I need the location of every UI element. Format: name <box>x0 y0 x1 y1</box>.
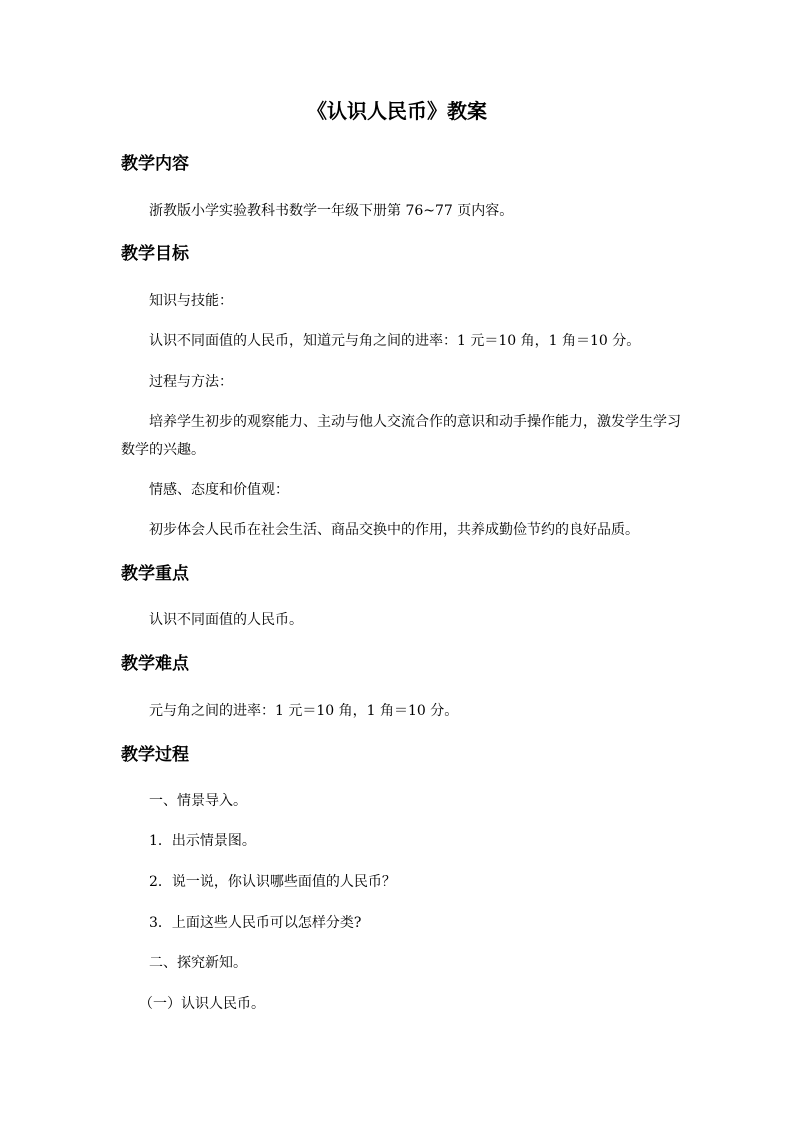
heading-teaching-content: 教学内容 <box>121 154 189 174</box>
list-item-talk-about: 2．说一说，你认识哪些面值的人民币？ <box>149 874 396 890</box>
heading-teaching-objectives: 教学目标 <box>121 244 189 264</box>
heading-difficulty: 教学难点 <box>121 654 189 674</box>
paragraph-emotion-values: 初步体会人民币在社会生活、商品交换中的作用，共养成勤俭节约的良好品质。 <box>149 522 639 538</box>
heading-key-point: 教学重点 <box>121 564 189 584</box>
sub-step-know-rmb: （一）认识人民币。 <box>139 996 265 1012</box>
label-emotion-values: 情感、态度和价值观： <box>149 482 289 498</box>
label-process-methods: 过程与方法： <box>149 374 233 390</box>
step-situation-intro: 一、情景导入。 <box>149 793 247 809</box>
step-explore-new: 二、探究新知。 <box>149 955 247 971</box>
paragraph-difficulty: 元与角之间的进率：1 元＝10 角，1 角＝10 分。 <box>149 703 459 719</box>
document-title: 《认识人民币》教案 <box>307 99 487 123</box>
heading-teaching-process: 教学过程 <box>121 745 189 765</box>
paragraph-key-point: 认识不同面值的人民币。 <box>149 612 303 628</box>
paragraph-knowledge-skills: 认识不同面值的人民币，知道元与角之间的进率：1 元＝10 角，1 角＝10 分。 <box>149 333 641 349</box>
list-item-show-picture: 1．出示情景图。 <box>149 833 256 849</box>
paragraph-process-methods: 培养学生初步的观察能力、主动与他人交流合作的意识和动手操作能力，激发学生学习数学的兴趣。 <box>121 414 681 458</box>
list-item-classify: 3．上面这些人民币可以怎样分类? <box>149 915 362 931</box>
paragraph-teaching-content: 浙教版小学实验教科书数学一年级下册第 76~77 页内容。 <box>149 203 514 219</box>
label-knowledge-skills: 知识与技能： <box>149 293 233 309</box>
